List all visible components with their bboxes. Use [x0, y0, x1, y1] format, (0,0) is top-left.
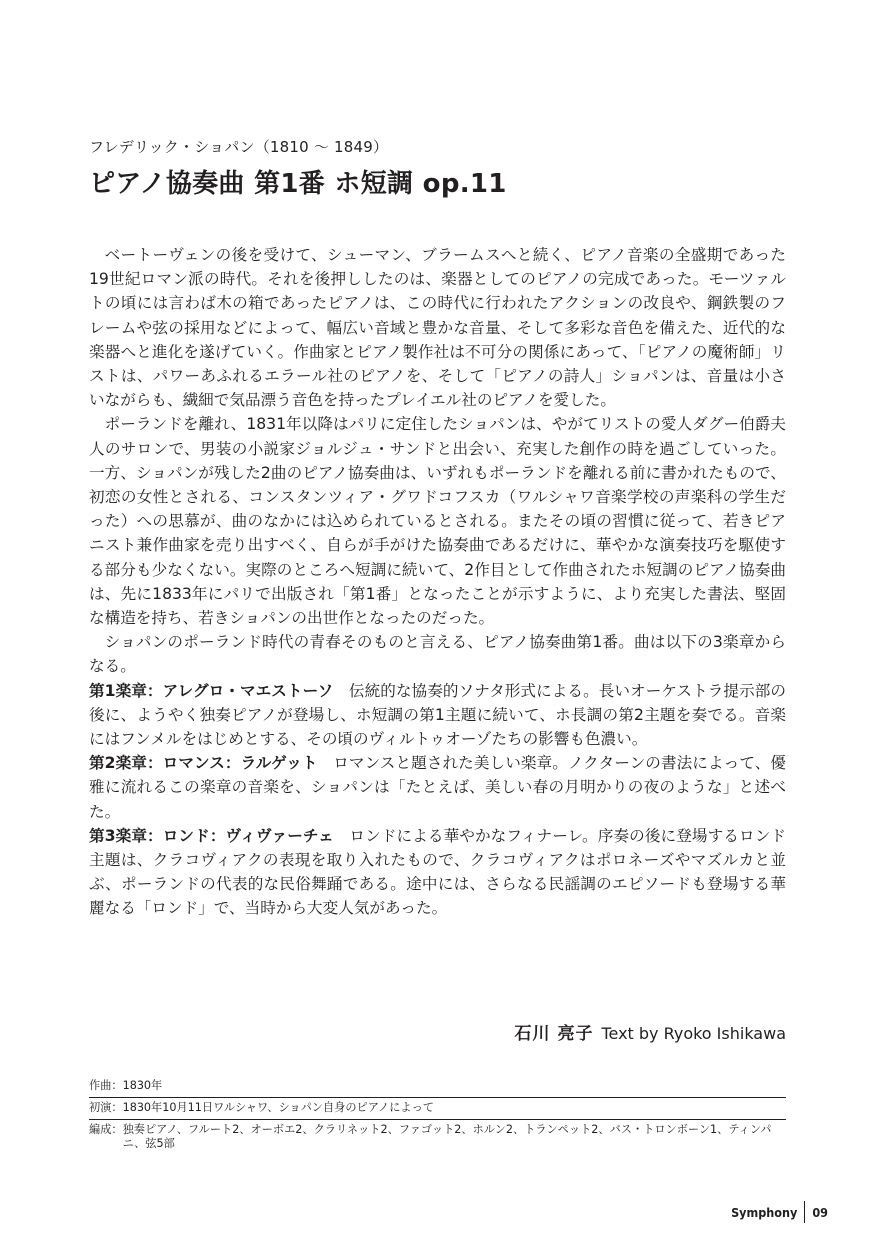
page-title: ピアノ協奏曲 第1番 ホ短調 op.11: [89, 169, 507, 199]
premiere-value: 1830年10月11日ワルシャワ、ショパン自身のピアノによって: [122, 1101, 434, 1114]
movement-1-text: 伝統的な協奏的ソナタ形式による。長いオーケストラ提示部の後に、ようやく独奏ピアノが登場し、ホ短調の第1主題に続いて、ホ長調の第2主題を奏でる。音楽にはフンメルをはじめとする、その頃のヴィルトゥオーゾたちの影響も色濃い。: [89, 681, 786, 749]
article-body: [89, 243, 786, 921]
author-name-ja: 石川 亮子: [514, 1024, 594, 1044]
composed-value: 1830年: [122, 1079, 163, 1092]
paragraph-3: ショパンのポーランド時代の青春そのものと言える、ピアノ協奏曲第1番。曲は以下の3楽章からなる。: [89, 633, 786, 676]
movement-2-name: 第2楽章：ロマンス：ラルゲット: [89, 754, 318, 773]
movement-3: [89, 824, 786, 921]
movement-3-text: ロンドによる華やかなフィナーレ。序奏の後に登場するロンド主題は、クラコヴィアクの表現を取り入れたもので、クラコヴィアクはポロネーズやマズルカと並ぶ、ポーランドの代表的な民俗舞踊である。途中には、さらなる民謡調のエピソードも登場する華麗なる「ロンド」で、当時から大変人気があった。: [89, 826, 786, 918]
movement-2-text: ロマンスと題された美しい楽章。ノクターンの書法によって、優雅に流れるこの楽章の音楽を、ショパンは「たとえば、美しい春の月明かりの夜のような」と述べた。: [89, 754, 786, 821]
instrumentation-label: 編成：: [89, 1123, 123, 1136]
premiere-label: 初演：: [89, 1101, 123, 1114]
composer-name: フレデリック・ショパン（1810 ～ 1849）: [89, 138, 389, 156]
composed-label: 作曲：: [89, 1079, 123, 1092]
info-row-composed: [89, 1076, 786, 1097]
info-row-instrumentation: [89, 1119, 786, 1155]
page-footer: [731, 1200, 828, 1224]
movement-3-name: 第3楽章：ロンド：ヴィヴァーチェ: [89, 826, 334, 845]
magazine-name: Symphony: [731, 1204, 798, 1220]
movement-1-name: 第1楽章：アレグロ・マエストーソ: [89, 681, 334, 700]
movement-2: [89, 751, 786, 824]
work-info-table: [89, 1076, 786, 1155]
author-name-en: Text by Ryoko Ishikawa: [601, 1024, 786, 1043]
footer-divider: [804, 1201, 805, 1223]
info-row-premiere: [89, 1097, 786, 1119]
page-number: 09: [812, 1204, 828, 1220]
paragraph-1: ベートーヴェンの後を受けて、シューマン、ブラームスへと続く、ピアノ音楽の全盛期であった19世紀ロマン派の時代。それを後押ししたのは、楽器としてのピアノの完成であった。モーツァルトの頃には言わば木の箱であったピアノは、この時代に行われたアクションの改良や、鋼鉄製のフレームや弦の採用などによって、幅広い音域と豊かな音量、そして多彩な音色を備えた、近代的な楽器へと進化を遂げていく。作曲家とピアノ製作社は不可分の関係にあって、「ピアノの魔術師」リストは、パワーあふれるエラール社のピアノを、そして「ピアノの詩人」ショパンは、音量は小さいながらも、繊細で気品漂う音色を持ったプレイエル社のピアノを愛した。: [89, 246, 786, 410]
instrumentation-value: 独奏ピアノ、フルート2、オーボエ2、クラリネット2、ファゴット2、ホルン2、トランペット2、バス・トロンボーン1、ティンパニ、弦5部: [122, 1123, 772, 1150]
author-credit: [515, 1022, 786, 1046]
movement-1: [89, 679, 786, 752]
paragraph-2: ポーランドを離れ、1831年以降はパリに定住したショパンは、やがてリストの愛人ダグー伯爵夫人のサロンで、男装の小説家ジョルジュ・サンドと出会い、充実した創作の時を過ごしていった。一方、ショパンが残した2曲のピアノ協奏曲は、いずれもポーランドを離れる前に書かれたもので、初恋の女性とされる、コンスタンツィア・グワドコフスカ（ワルシャワ音楽学校の声楽科の学生だった）への思慕が、曲のなかには込められているとされる。またその頃の習慣に従って、若きピアニスト兼作曲家を売り出すべく、自らが手がけた協奏曲であるだけに、華やかな演奏技巧を駆使する部分も少なくない。実際のところへ短調に続いて、2作目として作曲されたホ短調のピアノ協奏曲は、先に1833年にパリで出版され「第1番」となったことが示すように、より充実した書法、堅固な構造を持ち、若きショパンの出世作となったのだった。: [89, 415, 786, 628]
